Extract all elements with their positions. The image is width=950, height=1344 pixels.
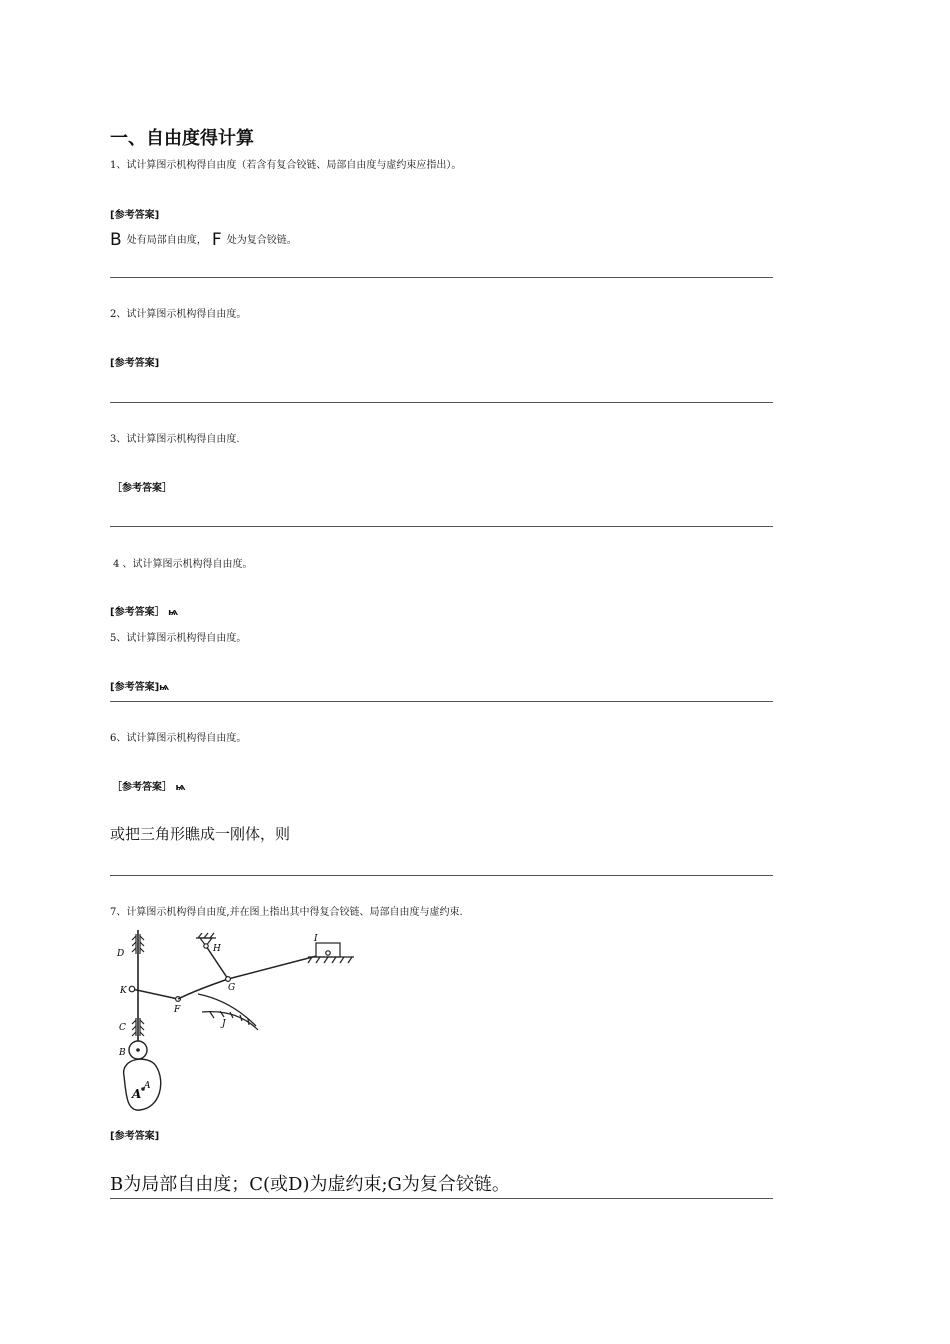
answer-mark-5: ѩ — [159, 683, 170, 693]
answer-label-3: ［参考答案］ — [112, 483, 172, 494]
answer-1-letter-b: B — [110, 230, 122, 250]
label-i: I — [314, 934, 318, 944]
answer-mark-4: ѩ — [168, 608, 179, 618]
question-3: 3、试计算图示机构得自由度. — [110, 434, 240, 445]
question-5: 5、试计算图示机构得自由度。 — [110, 633, 247, 644]
label-h: H — [213, 944, 221, 954]
answer-label-7: [参考答案] — [110, 1131, 160, 1142]
answer-1-text-f: 处为复合铰链。 — [226, 235, 297, 246]
divider — [110, 1198, 773, 1199]
mechanism-diagram — [110, 926, 362, 1120]
label-a-big: A — [132, 1087, 142, 1101]
answer-6-text: 或把三角形瞧成一刚体，则 — [110, 825, 291, 843]
label-d: D — [117, 949, 125, 959]
label-j: J — [222, 1019, 226, 1029]
label-a: A — [144, 1081, 151, 1091]
link-kf — [132, 989, 178, 999]
answer-label-2: [参考答案] — [110, 358, 160, 369]
question-2: 2、试计算图示机构得自由度。 — [110, 309, 247, 320]
answer-label-1: [参考答案] — [110, 210, 160, 221]
label-k: K — [120, 986, 127, 996]
section-title: 一、自由度得计算 — [110, 128, 254, 149]
label-g: G — [228, 983, 236, 993]
cam — [124, 1059, 161, 1110]
answer-label-5: [参考答案]ѩ — [110, 682, 170, 693]
divider — [110, 526, 773, 527]
label-b: B — [119, 1048, 126, 1058]
answer-1-letter-f: F — [211, 230, 222, 250]
answer-mark-6: ѩ — [175, 783, 186, 793]
divider — [110, 701, 773, 702]
question-6: 6、试计算图示机构得自由度。 — [110, 733, 247, 744]
joint-g — [226, 977, 231, 982]
answer-1 — [110, 228, 297, 250]
answer-7-text: B为局部自由度；C(或D)为虚约束;G为复合铰链。 — [110, 1174, 510, 1195]
question-7: 7、计算图示机构得自由度,并在图上指出其中得复合铰链、局部自由度与虚约束. — [110, 907, 463, 918]
slider-block-i — [308, 943, 354, 963]
answer-label-4: [参考答案］ ѩ — [110, 607, 179, 618]
answer-label-6: ［参考答案］ ѩ — [112, 782, 186, 793]
divider — [110, 402, 773, 403]
link-fg — [178, 979, 228, 999]
question-1: 1、试计算图示机构得自由度（若含有复合铰链、局部自由度与虚约束应指出）。 — [110, 160, 462, 171]
divider — [110, 277, 773, 278]
label-c: C — [119, 1023, 126, 1033]
joint-k — [129, 986, 135, 992]
divider — [110, 875, 773, 876]
question-4: 4 、试计算图示机构得自由度。 — [113, 559, 253, 570]
answer-1-text-b: 处有局部自由度， — [126, 235, 207, 246]
label-f: F — [174, 1005, 181, 1015]
